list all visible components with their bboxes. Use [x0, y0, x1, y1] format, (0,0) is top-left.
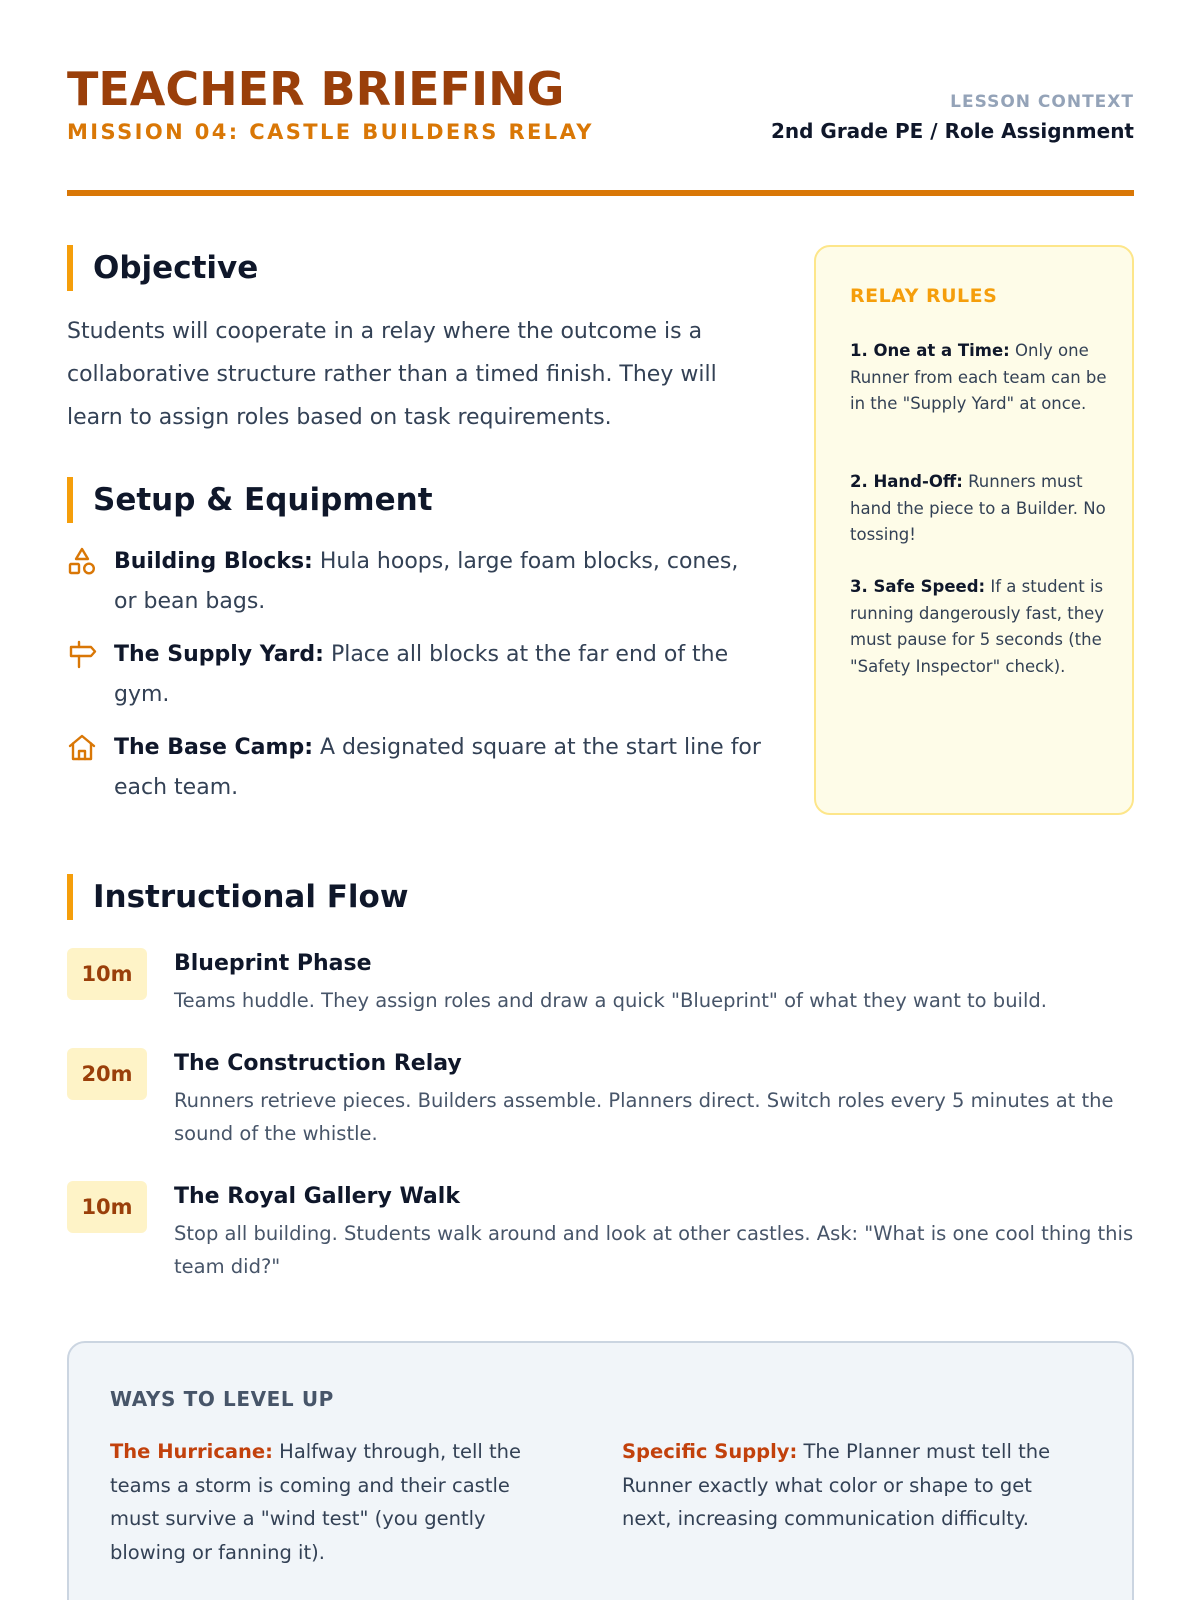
flow-step-title: Blueprint Phase — [174, 951, 372, 976]
flow-heading: Instructional Flow — [67, 874, 409, 920]
objective-text: Students will cooperate in a relay where the outcome is a collaborative structure rather than a timed finish. They will learn to assign roles based on task requirements. — [67, 319, 717, 430]
signpost-icon — [67, 639, 97, 669]
home-icon — [67, 732, 97, 762]
briefing-page — [67, 0, 1134, 1600]
equipment-text: Building Blocks: Hula hoops, large foam blocks, cones, or bean bags. — [114, 549, 739, 614]
flow-step-description: Stop all building. Students walk around and look at other castles. Ask: "What is one cool thing this team did?" — [174, 1222, 1134, 1278]
duration-badge: 20m — [67, 1048, 147, 1100]
equipment-text: The Supply Yard: Place all blocks at the far end of the gym. — [114, 642, 729, 707]
duration-badge: 10m — [67, 948, 147, 1000]
objective-heading: Objective — [67, 245, 258, 291]
duration-badge: 10m — [67, 1181, 147, 1233]
rule-item: 1. One at a Time: Only one Runner from each team can be in the "Supply Yard" at once. — [850, 341, 1107, 413]
flow-step-title: The Construction Relay — [174, 1051, 462, 1076]
flow-step-description: Teams huddle. They assign roles and draw a quick "Blueprint" of what they want to build. — [174, 989, 1047, 1012]
shapes-icon — [67, 546, 97, 576]
level-up-box — [67, 1341, 1134, 1600]
level-up-item: The Hurricane: Halfway through, tell the teams a storm is coming and their castle must survive a "wind test" (you gently blowing or fanning it). — [110, 1440, 522, 1564]
level-up-heading: WAYS TO LEVEL UP — [110, 1387, 334, 1411]
equipment-text: The Base Camp: A designated square at the start line for each team. — [114, 735, 761, 800]
relay-rules-box — [814, 245, 1134, 815]
rule-item: 3. Safe Speed: If a student is running dangerously fast, they must pause for 5 seconds (the "Safety Inspector" check). — [850, 577, 1105, 676]
flow-step-title: The Royal Gallery Walk — [174, 1184, 460, 1209]
flow-step-description: Runners retrieve pieces. Builders assemble. Planners direct. Switch roles every 5 minutes at the sound of the whistle. — [174, 1089, 1114, 1145]
mission-subtitle: MISSION 04: CASTLE BUILDERS RELAY — [67, 120, 594, 144]
level-up-item: Specific Supply: The Planner must tell the Runner exactly what color or shape to get next, increasing communication difficulty. — [622, 1440, 1051, 1530]
lesson-context-label: LESSON CONTEXT — [950, 92, 1134, 112]
lesson-context-value: 2nd Grade PE / Role Assignment — [770, 119, 1134, 143]
page-title: TEACHER BRIEFING — [67, 62, 565, 116]
header — [67, 62, 1134, 196]
rule-item: 2. Hand-Off: Runners must hand the piece to a Builder. No tossing! — [850, 472, 1106, 544]
setup-heading: Setup & Equipment — [67, 477, 433, 523]
relay-rules-heading: RELAY RULES — [850, 285, 998, 307]
